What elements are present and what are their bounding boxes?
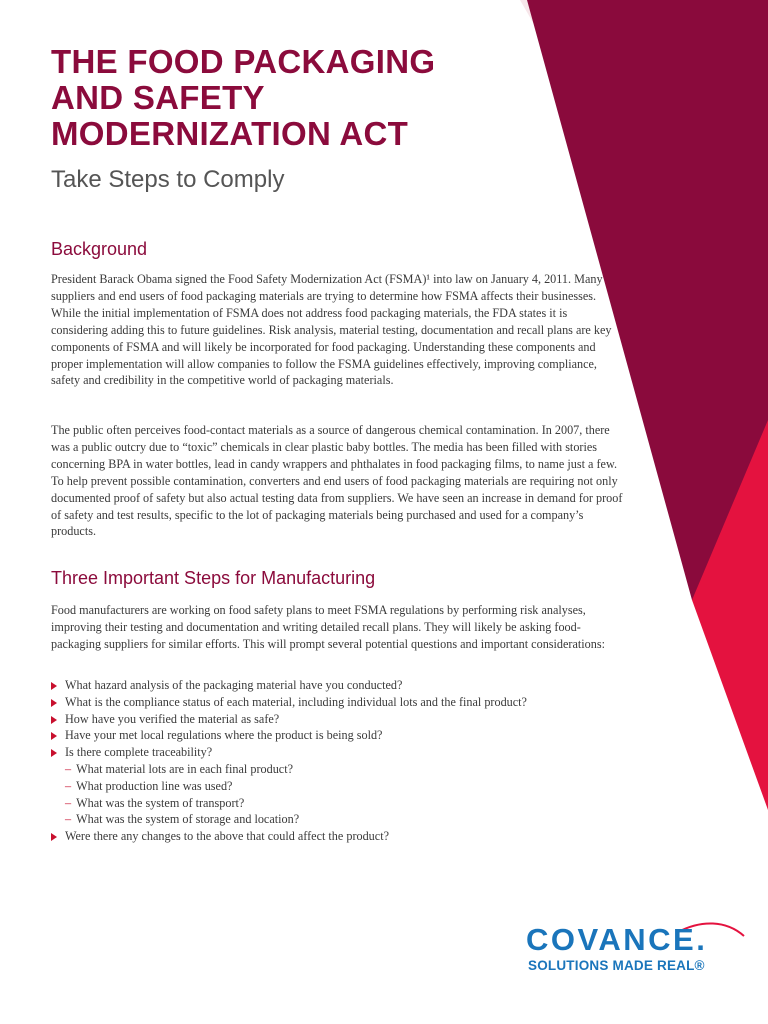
sub-list-item: [51, 795, 623, 812]
sub-list-item-text: What was the system of transport?: [76, 795, 245, 810]
sub-list-item-text: What material lots are in each final product?: [76, 761, 293, 776]
logo-wordmark: COVANCE.: [526, 922, 708, 957]
list-item: [51, 727, 623, 744]
list-item: [51, 711, 623, 728]
list-item-text: Were there any changes to the above that could affect the product?: [65, 829, 389, 844]
list-item-text: Have your met local regulations where the product is being sold?: [65, 728, 383, 743]
title-line-1: THE FOOD PACKAGING: [51, 43, 436, 80]
sub-list-item: [51, 811, 623, 828]
list-item: [51, 744, 623, 761]
triangle-bullet-icon: [51, 699, 57, 707]
sub-list-item-text: What was the system of storage and location?: [76, 812, 300, 827]
dash-bullet-icon: –: [65, 761, 72, 776]
list-item: [51, 828, 623, 845]
dash-bullet-icon: –: [65, 812, 72, 827]
list-item-text: What hazard analysis of the packaging material have you conducted?: [65, 678, 403, 692]
sub-list-item: [51, 761, 623, 778]
triangle-bullet-icon: [51, 833, 57, 841]
steps-heading: Three Important Steps for Manufacturing: [51, 568, 376, 588]
title-line-2: AND SAFETY: [51, 79, 265, 116]
triangle-bullet-icon: [51, 716, 57, 724]
title-line-3: MODERNIZATION ACT: [51, 115, 409, 152]
covance-logo: [526, 922, 751, 982]
list-item: [51, 694, 623, 711]
background-paragraph-2: The public often perceives food-contact materials as a source of dangerous chemical contamination. In 2007, there was a public outcry due to “toxic” chemicals in clear plastic baby bottles. The media has been filled with stories concerning BPA in water bottles, lead in candy wrappers and phthalates in food packaging films, to name just a few. To help prevent possible contamination, converters and end users of food packaging materials are requiring not only documented proof of safety but also actual testing data from suppliers. We have seen an increase in demand for proof of safety and test results, specific to the lot of packaging materials being purchased and used for a company’s products.: [51, 423, 623, 539]
triangle-bullet-icon: [51, 749, 57, 757]
list-item: [51, 677, 623, 694]
list-item-text: What is the compliance status of each material, including individual lots and the final product?: [65, 694, 527, 709]
triangle-bullet-icon: [51, 732, 57, 740]
dash-bullet-icon: –: [65, 778, 72, 793]
dash-bullet-icon: –: [65, 795, 72, 810]
sub-list-item-text: What production line was used?: [76, 778, 233, 793]
document-title: [51, 44, 511, 152]
background-heading: Background: [51, 239, 148, 259]
background-paragraph-1: President Barack Obama signed the Food Safety Modernization Act (FSMA)¹ into law on January 4, 2011. Many suppliers and end users of food packaging materials are trying to determine how FSMA affects their businesses. While the initial implementation of FSMA does not address food packaging materials, the FDA states it is considering adding this to future guidelines. Risk analysis, material testing, documentation and recall plans are key components of FSMA and will likely be incorporated for food packaging. Understanding these components and proper implementation will allow companies to follow the FSMA guidelines effectively, improving compliance, safety and credibility in the competitive world of packaging materials.: [51, 272, 612, 388]
triangle-bullet-icon: [51, 682, 57, 690]
logo-tagline: SOLUTIONS MADE REAL®: [528, 958, 705, 973]
list-item-text: How have you verified the material as safe?: [65, 711, 280, 726]
steps-paragraph: Food manufacturers are working on food safety plans to meet FSMA regulations by performing risk analyses, improving their testing and documentation and writing detailed recall plans. They will likely be asking food-packaging suppliers for similar efforts. This will prompt several potential questions and important considerations:: [51, 603, 605, 651]
sub-list-item: [51, 778, 623, 795]
document-subtitle: Take Steps to Comply: [51, 166, 285, 193]
considerations-list: [51, 677, 623, 845]
list-item-text: Is there complete traceability?: [65, 745, 213, 760]
